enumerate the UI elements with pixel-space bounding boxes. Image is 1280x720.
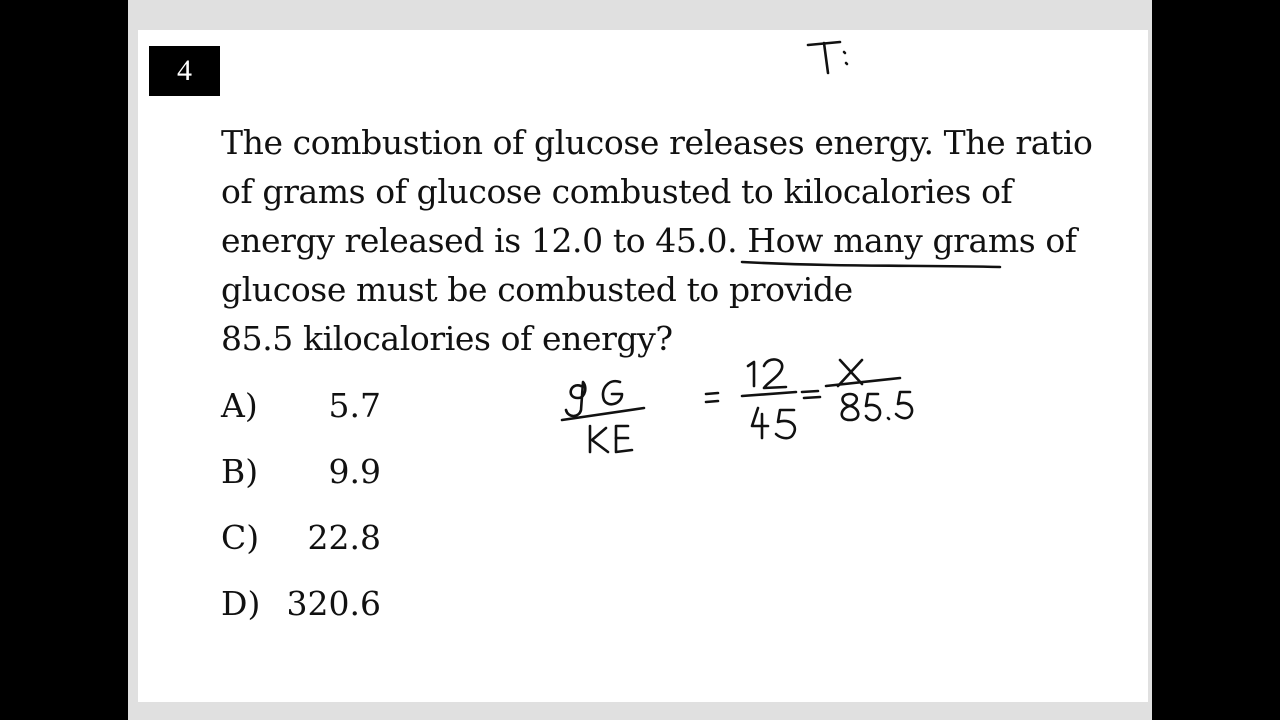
worksheet-page	[138, 30, 1148, 702]
question-line-3: energy released is 12.0 to 45.0. How many grams of	[221, 221, 1077, 260]
equals-sign-handwriting	[706, 393, 718, 402]
choice-value: 9.9	[328, 452, 381, 491]
choice-letter: D)	[221, 584, 261, 623]
choice-value: 5.7	[328, 386, 381, 425]
equals-sign-handwriting	[802, 391, 820, 398]
question-line-2: of grams of glucose combusted to kilocalories of	[221, 172, 1013, 211]
choice-b[interactable]	[221, 452, 391, 518]
choice-a[interactable]	[221, 386, 391, 452]
choice-letter: B)	[221, 452, 259, 491]
corner-mark-handwriting	[808, 42, 847, 73]
question-text	[221, 118, 1093, 363]
answer-choices	[221, 386, 391, 650]
question-line-4: glucose must be combusted to provide	[221, 270, 853, 309]
choice-letter: A)	[221, 386, 258, 425]
question-number-badge: 4	[149, 46, 220, 96]
slide-frame	[128, 0, 1152, 720]
choice-value: 22.8	[307, 518, 381, 557]
choice-d[interactable]	[221, 584, 391, 650]
fraction-12-over-45-handwriting	[742, 359, 796, 438]
fraction-x-over-85-5-handwriting	[826, 360, 912, 420]
choice-letter: C)	[221, 518, 260, 557]
ratio-label-handwriting	[562, 381, 644, 452]
choice-c[interactable]	[221, 518, 391, 584]
question-line-1: The combustion of glucose releases energy. The ratio	[221, 123, 1093, 162]
question-line-5: 85.5 kilocalories of energy?	[221, 319, 673, 358]
choice-value: 320.6	[286, 584, 381, 623]
